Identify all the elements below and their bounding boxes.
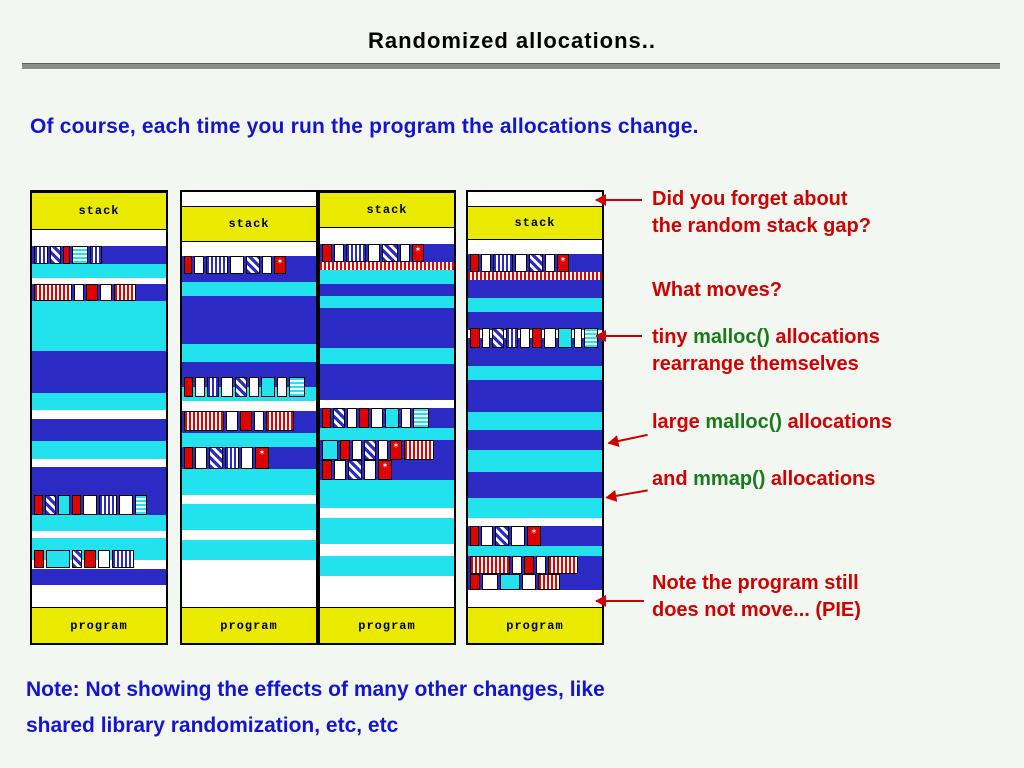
alloc-chip [322,408,331,428]
alloc-chip-row [320,460,454,480]
alloc-chip [558,328,572,348]
gap-band [32,230,166,246]
alloc-chip [99,495,117,515]
alloc-band [32,467,166,495]
alloc-chip [522,574,536,590]
alloc-band [32,264,166,278]
alloc-chip [482,574,498,590]
alloc-chip [46,550,70,568]
gap-band [468,590,602,607]
alloc-band [468,450,602,472]
alloc-chip [333,408,345,428]
alloc-chip [348,460,362,480]
alloc-chip [322,440,338,460]
annotation-pie-note-line2: does not move... (PIE) [652,599,861,621]
alloc-chip [72,495,81,515]
alloc-chip-row [468,254,602,272]
alloc-chip [378,460,392,480]
alloc-chip [378,440,388,460]
alloc-chip [34,550,44,568]
alloc-chip [492,328,504,348]
annotation-large-malloc-post: allocations [782,411,893,433]
alloc-chip [72,550,82,568]
alloc-band [320,428,454,440]
alloc-chip [195,377,205,397]
alloc-chip [274,256,286,274]
stack-region-label: stack [32,192,166,230]
gap-band [182,192,316,206]
stack-region-label: stack [320,192,454,228]
alloc-chip [334,244,344,262]
alloc-chip [500,574,520,590]
alloc-chip [322,244,332,262]
program-region-label: program [468,607,602,645]
alloc-chip [255,447,269,469]
arrow-stack-gap [596,199,642,201]
alloc-chip [63,246,70,264]
alloc-chip-row [320,244,454,262]
annotation-what-moves [652,277,782,304]
page-title: Randomized allocations.. [367,28,657,53]
alloc-chip [545,254,555,272]
alloc-chip [184,377,193,397]
annotation-tiny-malloc-code: malloc() [693,326,770,348]
memory-map-run-4 [466,190,604,645]
alloc-chip [511,526,525,546]
alloc-chip [359,408,369,428]
alloc-chip [226,411,238,431]
stack-region-label: stack [182,206,316,242]
alloc-chip-row [32,550,166,568]
alloc-chip [241,447,253,469]
memory-map-run-3 [318,190,456,645]
alloc-band [182,274,316,282]
alloc-chip [100,284,112,301]
annotation-tiny-malloc-pre: tiny [652,326,694,348]
gap-band [320,576,454,607]
alloc-chip [194,256,204,274]
annotation-mmap [652,466,875,493]
footer-note-line2: shared library randomization, etc, etc [26,714,399,737]
alloc-chip [529,254,543,272]
alloc-band [32,569,166,585]
gap-band [182,495,316,504]
alloc-chip [83,495,97,515]
alloc-band [320,296,454,308]
arrow-mmap [606,489,648,498]
annotation-mmap-code: mmap() [693,468,766,490]
alloc-chip [532,328,542,348]
alloc-chip [114,284,136,301]
alloc-chip-row [32,284,166,301]
alloc-band [468,472,602,498]
memory-map-run-2 [180,190,318,645]
alloc-chip [340,440,350,460]
alloc-chip [538,574,560,590]
alloc-chip [527,526,541,546]
annotation-tiny-malloc [652,324,880,378]
alloc-band [320,270,454,284]
alloc-chip-row [182,256,316,274]
annotation-what-moves-line1: What moves? [652,279,783,301]
gap-band [32,410,166,419]
alloc-chip [235,377,247,397]
alloc-chip [225,447,239,469]
gap-band [182,242,316,256]
program-region-label: program [32,607,166,645]
alloc-band [182,433,316,447]
alloc-chip [261,377,275,397]
alloc-chip [184,256,192,274]
gap-band [320,544,454,556]
alloc-chip [262,256,272,274]
alloc-band [468,272,602,280]
alloc-chip [481,254,491,272]
alloc-band [32,301,166,351]
arrow-large-malloc [608,434,648,444]
alloc-chip [364,460,376,480]
alloc-chip [413,408,429,428]
alloc-chip [481,526,493,546]
alloc-chip [34,284,72,301]
gap-band [320,400,454,408]
annotation-stack-gap [652,186,871,240]
alloc-band [32,419,166,441]
alloc-chip [368,244,380,262]
program-region-label: program [320,607,454,645]
alloc-band [320,364,454,400]
alloc-chip [34,495,43,515]
alloc-chip [364,440,376,460]
alloc-chip [86,284,98,301]
annotation-tiny-malloc-line1 [652,324,880,351]
alloc-chip-row [468,328,602,348]
alloc-chip [515,254,527,272]
alloc-chip [412,244,424,262]
annotation-mmap-post: allocations [765,468,876,490]
alloc-chip [84,550,96,568]
alloc-band [320,308,454,348]
alloc-chip [119,495,133,515]
arrow-pie-note [596,600,644,602]
alloc-chip-row [468,556,602,574]
alloc-chip [544,328,556,348]
annotation-large-malloc-line1 [652,409,892,436]
alloc-chip [347,408,357,428]
alloc-chip [400,244,410,262]
alloc-chip [371,408,383,428]
gap-band [182,560,316,607]
annotation-mmap-pre: and [652,468,694,490]
alloc-chip [90,246,102,264]
alloc-band [182,344,316,362]
gap-band [32,585,166,607]
alloc-band [32,515,166,531]
gap-band [468,192,602,206]
alloc-band [182,540,316,560]
footer-note [26,672,856,744]
alloc-chip-row [32,495,166,515]
alloc-chip [557,254,569,272]
gap-band [320,508,454,518]
alloc-chip [34,246,48,264]
arrow-tiny-malloc [596,335,642,337]
alloc-chip [536,556,546,574]
alloc-chip [246,256,260,274]
alloc-chip [254,411,264,431]
alloc-chip [50,246,61,264]
annotation-stack-gap-line1: Did you forget about [652,188,848,210]
alloc-band [468,280,602,298]
alloc-chip [209,447,223,469]
alloc-chip [390,440,402,460]
alloc-band [182,504,316,530]
alloc-band [468,430,602,450]
alloc-band [182,296,316,344]
alloc-chip [206,256,228,274]
alloc-chip [404,440,434,460]
alloc-band [32,441,166,459]
alloc-chip [230,256,244,274]
alloc-chip [520,328,530,348]
alloc-chip [470,556,510,574]
alloc-chip [524,556,534,574]
intro-text: Of course, each time you run the program the allocations change. [30,115,699,138]
alloc-band [468,412,602,430]
alloc-chip-row [182,447,316,469]
annotation-tiny-malloc-line2: rearrange themselves [652,353,859,375]
alloc-chip [470,526,479,546]
alloc-chip [574,328,582,348]
alloc-chip [512,556,522,574]
gap-band [182,530,316,540]
alloc-chip [98,550,110,568]
alloc-band [32,393,166,410]
alloc-chip [135,495,147,515]
alloc-chip [195,447,207,469]
alloc-chip [249,377,259,397]
alloc-band [468,380,602,412]
alloc-chip [470,254,479,272]
alloc-chip [207,377,219,397]
footer-note-line1: Note: Not showing the effects of many other changes, like [26,678,605,701]
alloc-chip [493,254,513,272]
annotation-large-malloc-pre: large [652,411,706,433]
alloc-chip-row [468,574,602,590]
alloc-chip [470,574,480,590]
alloc-chip [382,244,398,262]
alloc-band [182,282,316,296]
gap-band [182,401,316,411]
alloc-band [320,518,454,544]
alloc-chip-row [320,408,454,428]
alloc-chip-row [468,526,602,546]
gap-band [32,531,166,538]
alloc-chip [346,244,366,262]
alloc-band [320,556,454,576]
gap-band [468,518,602,526]
gap-band [32,459,166,467]
alloc-chip [58,495,70,515]
alloc-chip [289,377,305,397]
alloc-chip [240,411,252,431]
stack-region-label: stack [468,206,602,240]
annotation-tiny-malloc-post: allocations [769,326,880,348]
alloc-chip [352,440,362,460]
title-divider [22,63,1000,70]
annotation-stack-gap-line2: the random stack gap? [652,215,871,237]
alloc-band [182,469,316,495]
alloc-band [320,284,454,296]
alloc-band [468,546,602,556]
alloc-chip-row [182,411,316,431]
annotation-pie-note-line1: Note the program still [652,572,859,594]
gap-band [320,228,454,244]
alloc-chip [74,284,84,301]
gap-band [468,240,602,254]
alloc-chip [385,408,399,428]
program-region-label: program [182,607,316,645]
annotation-large-malloc [652,409,892,436]
alloc-band [320,262,454,270]
alloc-chip-row [320,440,454,460]
alloc-chip [266,411,294,431]
alloc-band [32,351,166,393]
alloc-chip-row [32,246,166,264]
annotation-mmap-line1 [652,466,875,493]
annotation-large-malloc-code: malloc() [705,411,783,433]
alloc-chip [334,460,346,480]
alloc-chip [277,377,287,397]
alloc-chip [401,408,411,428]
alloc-chip [45,495,56,515]
alloc-chip [470,328,480,348]
alloc-chip [112,550,134,568]
alloc-band [320,348,454,364]
alloc-chip [482,328,490,348]
alloc-chip [322,460,332,480]
alloc-chip [506,328,518,348]
alloc-chip [72,246,88,264]
annotation-pie-note [652,570,861,624]
alloc-chip-row [182,377,316,397]
alloc-band [320,480,454,508]
alloc-chip [548,556,578,574]
alloc-band [468,298,602,312]
memory-map-run-1 [30,190,168,645]
alloc-chip [184,411,224,431]
alloc-band [468,498,602,518]
alloc-chip [221,377,233,397]
alloc-chip [184,447,193,469]
alloc-chip [495,526,509,546]
alloc-band [468,366,602,380]
